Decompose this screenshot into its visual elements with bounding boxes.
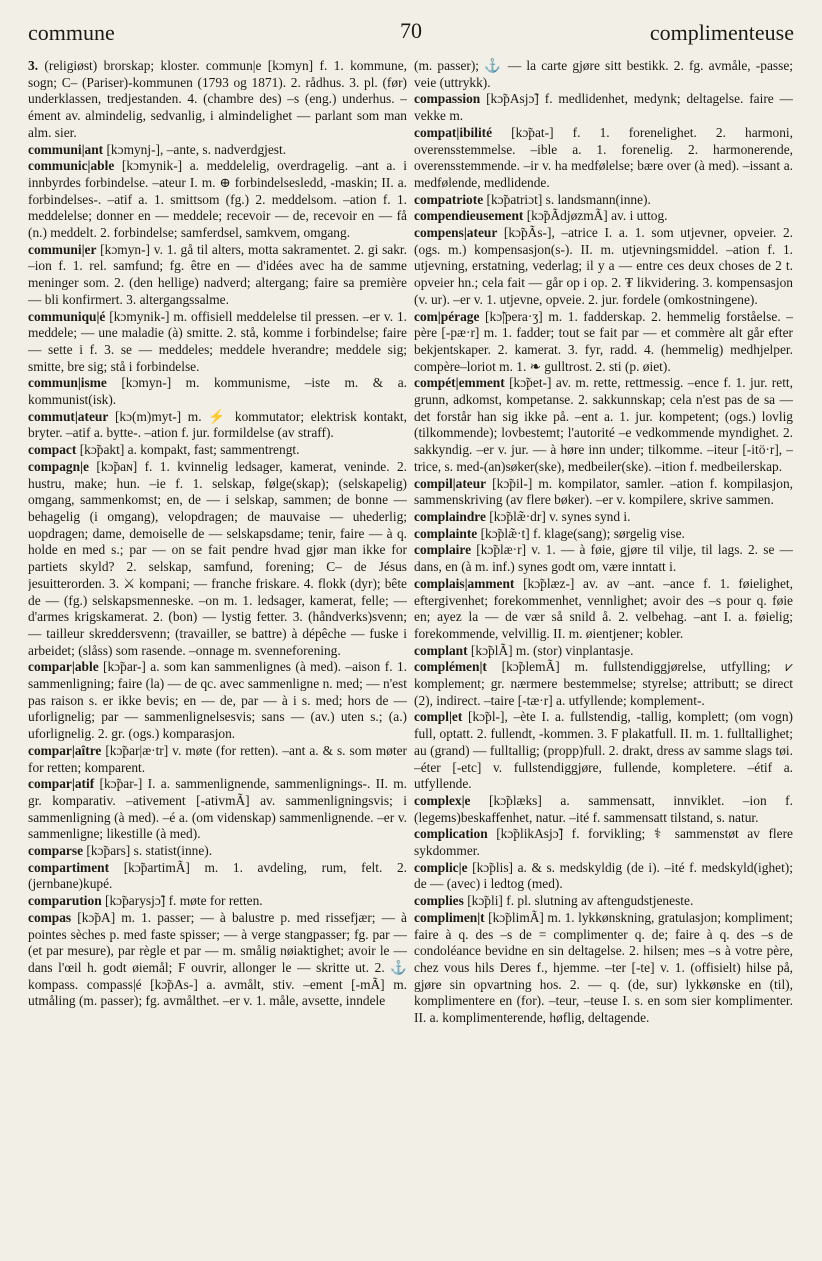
dictionary-entry: [28, 459, 407, 659]
entry-definition: [kɔ̃pA] m. 1. passer; — à balustre p. med rissefjær; — à pointes sèches p. med faste spisser; — à verge stangpasser; fg. par — (et par mesure), par règle et par — m. smålig nøiaktighet; avoir le — dans l'œil h. godt øiemål; F ouvrir, allonger le — skritte ut. 2. ⚓ kompass. compass|é [kɔ̃pAs-] a. avmålt, stiv. –ement [-mÃ] m. utmåling (m. passer); fg. avmålthet. –er v. 1. måle, avsette, inndele: [28, 909, 407, 1009]
entry-definition: [kɔ̃parysjɔ̃] f. møte for retten.: [101, 893, 263, 909]
dictionary-entry: [414, 208, 793, 225]
entry-headword: complainte: [414, 525, 478, 541]
entry-definition: [kɔmynik-] a. meddelelig, overdragelig. –ant a. i innbyrdes forbindelse. –ateur I. m. ⊕ forbindelsesledd, -maskin; II. a. forbindelses-. –atif a. 1. smittsom (fg.) 2. meddelsom. –ation f. 1. meddelelse; donner en — meddele; recevoir — de, recevoir en — få (n.) meddelt. 2. forbindelse; samferdsel, samkvem, omgang.: [28, 158, 407, 241]
entry-definition: [kɔ̃pl-], –ète I. a. fullstendig, -tallig, komplett; (om vogn) full, optatt. 2. fullendt, -kommen. 3. F plakatfull. II. m. 1. fulltallighet; au (grand) — fulltallig; (propp)full. 2. drakt, dress av samme slags tøi. –éter [-etc] v. fullstendiggjøre, fullende, kompletere. –étif a. utfyllende.: [414, 709, 793, 792]
dictionary-entry: [28, 860, 407, 893]
entry-definition: [kɔ̃plikAsjɔ̃] f. forvikling; ⚕ sammenstøt av flere sykdommer.: [414, 826, 793, 859]
entry-headword: compar|atif: [28, 776, 95, 792]
dictionary-entry: [28, 58, 407, 142]
entry-headword: complication: [414, 826, 488, 842]
entry-headword: compatriote: [414, 191, 484, 207]
dictionary-entry: [414, 659, 793, 709]
entry-headword: complies: [414, 893, 464, 909]
entry-headword: compar|aître: [28, 742, 102, 758]
entry-definition: [kɔ̃plimÃ] m. 1. lykkønskning, gratulasjon; kompliment; faire à q. des –s de = complimenter q. de; faire à q. des –s de condoléance bevidne en sin deltagelse. 2. hilsen; mes –s à votre père, chez vous hils Deres f., hjemme. –ter [-te] v. 1. (offisielt) hilse på, gjøre sin opvartning hos. 2. — q. (de, sur) lykkønske en (til), komplimentere en (for). –teur, –teuse I. s. en som sier komplimenter. II. a. komplimenterende, høflig, deltagende.: [414, 909, 793, 1026]
dictionary-entry: [28, 409, 407, 442]
entry-definition: [kɔ̃pAsjɔ̃] f. medlidenhet, medynk; deltagelse. faire — vekke m.: [414, 91, 793, 124]
entry-headword: complémen|t: [414, 659, 487, 675]
entry-headword: comparution: [28, 893, 102, 909]
entry-headword: complimen|t: [414, 909, 485, 925]
dictionary-entry: [414, 910, 793, 1027]
entry-headword: complais|amment: [414, 575, 515, 591]
entry-headword: communi|er: [28, 241, 97, 257]
entry-headword: commun|isme: [28, 375, 107, 391]
left-column: [28, 58, 407, 1248]
dictionary-entry: [28, 309, 407, 376]
entry-definition: [kɔ̃plis] a. & s. medskyldig (de i). –ité f. medskyld(ighet); de — (avec) i ledtog (med).: [414, 859, 793, 892]
dictionary-entry: [414, 225, 793, 309]
dictionary-entry: [28, 659, 407, 743]
entry-definition: [kɔ̃pÃs-], –atrice I. a. 1. som utjevner, opveier. 2. (ogs. m.) kompensasjon(s-). II. m. utjevningsmiddel. –ation f. 1. utjevning, erstatning, vederlag; il y a — entre ces deux choses de 2 t. opveier hn.; cela fait — går op i op. 2. ₮ likvidering. 3. kompensasjon (v. ur). –er v. 1. utjevne, opveie. 2. jur. fordele (omkostningene).: [414, 225, 793, 307]
entry-definition: [kɔmyn-] v. 1. gå til alters, motta sakramentet. 2. gi sakr. –ion f. 1. rel. samfund; fg. être en — d'idées avec ha de samme meninger som. 2. (den hellige) nadverd; altergang; faire sa première — bli konfirmert. 3. altergangssalme.: [28, 241, 407, 307]
dictionary-entry: [28, 743, 407, 776]
entry-definition: [kɔmyn-] m. kommunisme, –iste m. & a. kommunist(isk).: [28, 375, 407, 408]
dictionary-entry: [414, 643, 793, 660]
page-number: 70: [400, 18, 422, 43]
entry-headword: comparse: [28, 843, 84, 859]
dictionary-entry: [414, 542, 793, 575]
entry-headword: compendieusement: [414, 208, 524, 224]
entry-definition: [kɔ̃partimÃ] m. 1. avdeling, rum, felt. 2. (jernbane)kupé.: [28, 859, 407, 892]
entry-headword: compens|ateur: [414, 225, 498, 241]
entry-definition: [kɔ̃paɴ] f. 1. kvinnelig ledsager, kamerat, veninde. 2. hustru, make; hun. –ie f. 1. selskap, følge(skap); (selskapelig) omgang, sammenkomst; en, de — i selskap, sammen; de bonne — behagelig (i omgang), velopdragen; de mauvaise — uhederlig; uopdragen; dame, demoiselle de — selskapsdame; tenir, faire — à q. holde en med s.; par — on se fait pendre hvad gjør man ikke for partiets skyld? 2. selskap, samfund, forening; C– de Jésus jesuitterorden. 3. ⚔ kompani; — franche friskare. 4. flokk (dyr); bête de — (fg.) selskapsmenneske. –on m. 1. ledsager, kamerat, felle; — d'armes krigskamerat. 2. (bon) — lystig fetter. 3. (håndverks)svenn; — tailleur skreddersvenn; (travailler, se battre) à dépêche — fuske i arbeidet; (slåss) som rasende. –onnage m. svenneforening.: [28, 458, 407, 658]
dictionary-entry: [414, 375, 793, 475]
dictionary-entry: [414, 860, 793, 893]
entry-definition: [kɔ̃plæ·r] v. 1. — à føie, gjøre til vilje, til lags. 2. se — dans, en (à m. inf.) synes godt om, være inntatt i.: [414, 542, 793, 575]
dictionary-entry: [28, 776, 407, 843]
dictionary-entry: [414, 58, 793, 91]
entry-definition: [kɔ̃pakt] a. kompakt, fast; sammentrengt.: [76, 442, 300, 458]
right-column: [414, 58, 793, 1248]
dictionary-entry: [414, 91, 793, 124]
dictionary-entry: [414, 709, 793, 793]
entry-definition: [kɔ̃pil-] m. kompilator, samler. –ation f. kompilasjon, sammenskriving (av flere bøker). –er v. kompilere, skrive sammen.: [414, 475, 793, 508]
dictionary-entry: [414, 192, 793, 209]
dictionary-entry: [28, 142, 407, 159]
entry-headword: complant: [414, 642, 468, 658]
entry-headword: communi|ant: [28, 141, 104, 157]
entry-definition: [kɔ̃|pera·ʒ] m. 1. fadderskap. 2. hemmelig forståelse. –père [-pæ·r] m. 1. fadder; tout se fait par — et commère alt går efter bekjentskaper. 2. kamerat. 3. fyr, radd. 4. (hemmelig) medhjelper. compère–loriot m. 1. ❧ gulltrost. 2. sti (p. øiet).: [414, 308, 793, 374]
entry-headword: communic|able: [28, 158, 115, 174]
entry-headword: compartiment: [28, 859, 110, 875]
entry-definition: [kɔ̃plæks] a. sammensatt, innviklet. –ion f. (legems)beskaffenhet, natur. –ité f. sammensatt tilstand, s. natur.: [414, 792, 793, 825]
entry-definition: [kɔ̃par|æ·tr] v. møte (for retten). –ant a. & s. som møter for retten; komparent.: [28, 742, 407, 775]
entry-headword: commut|ateur: [28, 408, 109, 424]
entry-headword: compact: [28, 442, 77, 458]
entry-headword: compassion: [414, 91, 481, 107]
entry-headword: complic|e: [414, 859, 468, 875]
entry-headword: compét|emment: [414, 375, 505, 391]
entry-headword: compagn|e: [28, 458, 89, 474]
entry-definition: [kɔ̃pet-] av. m. rette, rettmessig. –ence f. 1. jur. rett, grunn, adkomst, kompetanse. 2. sakkunnskap; cela n'est pas de sa — det forstår han sig ikke på. –ent a. 1. jur. kompetent; (ogs.) lovlig (tilkommende); lovbestemt; l'autorité –e vedkommende myndighet. 2. sakkyndig. –er v. jur. — à høre inn under; tilkomme. –iteur [-itö·r], –trice, s. med-(an)søker(ske), medbeiler(ske). –ition f. medbeilerskap.: [414, 375, 793, 474]
entry-definition: [kɔ̃patriɔt] s. landsmann(inne).: [483, 191, 651, 207]
entry-definition: (religiøst) brorskap; kloster. commun|e [kɔmyn] f. 1. kommune, sogn; C– (Pariser)-kommunen (1793 og 1871). 2. rådhus. 3. pl. (før) underklassen, tredjestanden. 4. (chambre des) –s (eng.) underhus. –ément av. almindelig, sedvanlig, i almindelighet — parlant som man alm. sier.: [28, 58, 407, 140]
entry-headword: com|pérage: [414, 308, 480, 324]
dictionary-entry: [414, 125, 793, 192]
entry-definition: [kɔ̃par-] I. a. sammenlignende, sammenlignings-. II. m. gr. komparativ. –ativement [-ativmÃ] av. sammenligningsvis; i sammenligning (à med). –é a. (om videnskap) sammenlignende. –er v. sammenligne; likestille (à med).: [28, 776, 407, 842]
entry-headword: communiqu|é: [28, 308, 106, 324]
dictionary-entry: [414, 826, 793, 859]
entry-definition: [kɔ̃par-] a. som kan sammenlignes (à med). –aison f. 1. sammenligning; faire (la) — de qc. avec sammenligne n. med; — n'est pas raison s. er ikke bevis; en — de, par — à i s. med; hors de — uforlignelig; par — sammenlignelsesvis; sans — (av.) uten s.; (a.) uforlignelig. 2. gr. (ogs.) komparasjon.: [28, 659, 407, 742]
dictionary-entry: [28, 442, 407, 459]
dictionary-entry: [28, 910, 407, 1010]
entry-headword: compat|ibilité: [414, 124, 493, 140]
dictionary-entry: [414, 309, 793, 376]
entry-headword: compar|able: [28, 659, 99, 675]
entry-headword: compas: [28, 909, 72, 925]
entry-definition: [kɔ̃pat-] f. 1. forenelighet. 2. harmoni, overensstemmelse. –ible a. 1. forenelig. 2. harmonerende, overensstemmende. –ir v. ha medfølelse; bære over (à med). –issant a. medfølende, medlidende.: [414, 124, 793, 190]
running-head-right: complimenteuse: [649, 20, 794, 45]
entry-definition: [kɔ(m)myt-] m. ⚡ kommutator; elektrisk kontakt, bryter. –atif a. bytte-. –ation f. jur. formildelse (av straff).: [28, 408, 407, 441]
entry-definition: [kɔ̃pli] f. pl. slutning av aftengudstjeneste.: [463, 893, 694, 909]
entry-headword: compil|ateur: [414, 475, 487, 491]
entry-definition: [kɔ̃plÃ] m. (stor) vinplantasje.: [467, 642, 634, 658]
entry-headword: complaire: [414, 542, 472, 558]
dictionary-entry: [28, 158, 407, 242]
entry-definition: [kɔ̃plemÃ] m. fullstendiggjørelse, utfylling; ⩗ komplement; gr. nærmere bestemmelse; styrelse; attributt; se direct (2), indirect. –taire [-tæ·r] a. utfyllende; komplement-.: [414, 659, 793, 708]
entry-definition: [kɔmynik-] m. offisiell meddelelse til pressen. –er v. 1. meddele; — une maladie (à) smitte. 2. stå, komme i forbindelse; faire — sette i f. 3. se — meddeles; meddele hverandre; meddele sig; smitte, bre sig; stå i forbindelse.: [28, 308, 407, 374]
running-head-left: commune: [28, 20, 115, 45]
dictionary-entry: [28, 242, 407, 309]
page-header: [28, 14, 794, 50]
entry-definition: [kɔ̃plæz-] av. av –ant. –ance f. 1. føielighet, eftergivenhet; forekommenhet, vennlighet; avoir des –s pour q. føie en; ayez la — de vær så snild å. 2. velbehag. –ant I. a. føielig; forekommende, velvillig. II. m. øientjener; kobler.: [414, 575, 793, 641]
entry-definition: (m. passer); ⚓ — la carte gjøre sitt bestikk. 2. fg. avmåle, -passe; veie (uttrykk).: [414, 58, 793, 90]
entry-headword: compl|et: [414, 709, 463, 725]
entry-headword: 3.: [28, 58, 39, 73]
dictionary-entry: [414, 526, 793, 543]
dictionary-entry: [414, 576, 793, 643]
dictionary-entry: [414, 509, 793, 526]
dictionary-entry: [28, 893, 407, 910]
entry-definition: [kɔ̃plæ̃·t] f. klage(sang); sørgelig vise.: [477, 525, 685, 541]
dictionary-entry: [28, 843, 407, 860]
entry-definition: [kɔ̃pars] s. statist(inne).: [83, 843, 213, 859]
entry-definition: [kɔ̃pÃdjøzmÃ] av. i uttog.: [523, 208, 668, 224]
dictionary-entry: [414, 893, 793, 910]
dictionary-entry: [28, 375, 407, 408]
entry-headword: complex|e: [414, 792, 471, 808]
dictionary-entry: [414, 793, 793, 826]
entry-definition: [kɔmynj-], –ante, s. nadverdgjest.: [103, 141, 287, 157]
entry-definition: [kɔ̃plæ̃·dr] v. synes synd i.: [485, 508, 631, 524]
entry-headword: complaindre: [414, 508, 486, 524]
dictionary-entry: [414, 476, 793, 509]
